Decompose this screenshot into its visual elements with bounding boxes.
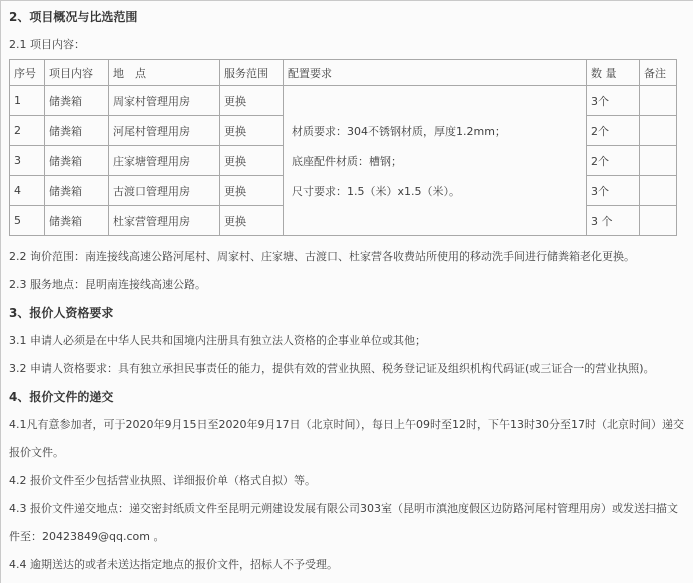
cell-note — [640, 116, 677, 146]
cell-location: 古渡口管理用房 — [109, 176, 220, 206]
header-config: 配置要求 — [284, 60, 587, 86]
cell-item: 储粪箱 — [45, 146, 109, 176]
cell-qty: 3个 — [587, 176, 640, 206]
cell-item: 储粪箱 — [45, 206, 109, 236]
cell-qty: 3个 — [587, 86, 640, 116]
clause-4-3: 4.3 报价文件递交地点：递交密封纸质文件至昆明元朔建设发展有限公司303室（昆明市滇池度假区边防路河尾村管理用房）或发送扫描文件至：20423849@qq.com 。 — [9, 502, 678, 543]
project-content-table — [9, 59, 677, 236]
header-item: 项目内容 — [45, 60, 109, 86]
cell-location: 庄家塘管理用房 — [109, 146, 220, 176]
cell-qty: 2个 — [587, 116, 640, 146]
config-line-base: 底座配件材质：槽钢； — [292, 154, 402, 168]
section-2-heading: 2、项目概况与比选范围 — [9, 10, 138, 24]
section-3-heading: 3、报价人资格要求 — [9, 306, 114, 320]
table-header-row — [10, 60, 677, 86]
cell-seq: 2 — [10, 116, 45, 146]
cell-qty: 2个 — [587, 146, 640, 176]
cell-location: 周家村管理用房 — [109, 86, 220, 116]
cell-item: 储粪箱 — [45, 116, 109, 146]
cell-note — [640, 206, 677, 236]
clause-2-2: 2.2 询价范围：南连接线高速公路河尾村、周家村、庄家塘、古渡口、杜家营各收费站所使用的移动洗手间进行储粪箱老化更换。 — [9, 250, 635, 263]
cell-scope: 更换 — [220, 176, 284, 206]
section-4-heading: 4、报价文件的递交 — [9, 390, 114, 404]
config-line-material: 材质要求：304不锈钢材质，厚度1.2mm； — [292, 124, 506, 138]
cell-seq: 1 — [10, 86, 45, 116]
cell-scope: 更换 — [220, 146, 284, 176]
cell-scope: 更换 — [220, 116, 284, 146]
cell-seq: 4 — [10, 176, 45, 206]
cell-seq: 5 — [10, 206, 45, 236]
header-note: 备注 — [640, 60, 677, 86]
clause-4-2: 4.2 报价文件至少包括营业执照、详细报价单（格式自拟）等。 — [9, 474, 316, 487]
clause-2-1: 2.1 项目内容： — [9, 38, 85, 51]
cell-qty: 3 个 — [587, 206, 640, 236]
clause-3-1: 3.1 申请人必须是在中华人民共和国境内注册具有独立法人资格的企事业单位或其他； — [9, 334, 426, 347]
cell-scope: 更换 — [220, 206, 284, 236]
clause-2-3: 2.3 服务地点：昆明南连接线高速公路。 — [9, 278, 206, 291]
cell-note — [640, 146, 677, 176]
cell-config-merged — [284, 86, 587, 236]
cell-scope: 更换 — [220, 86, 284, 116]
cell-note — [640, 176, 677, 206]
cell-location: 杜家营管理用房 — [109, 206, 220, 236]
header-qty: 数 量 — [587, 60, 640, 86]
header-location: 地 点 — [109, 60, 220, 86]
header-seq: 序号 — [10, 60, 45, 86]
header-scope: 服务范围 — [220, 60, 284, 86]
config-line-size: 尺寸要求：1.5（米）x1.5（米）。 — [292, 184, 460, 198]
cell-item: 储粪箱 — [45, 176, 109, 206]
clause-3-2: 3.2 申请人资格要求：具有独立承担民事责任的能力，提供有效的营业执照、税务登记证及组织机构代码证(或三证合一的营业执照)。 — [9, 362, 655, 375]
clause-4-4: 4.4 逾期送达的或者未送达指定地点的报价文件，招标人不予受理。 — [9, 558, 338, 571]
cell-seq: 3 — [10, 146, 45, 176]
cell-item: 储粪箱 — [45, 86, 109, 116]
clause-4-1: 4.1凡有意参加者，可于2020年9月15日至2020年9月17日（北京时间），每日上午09时至12时，下午13时30分至17时（北京时间）递交报价文件。 — [9, 418, 684, 459]
cell-location: 河尾村管理用房 — [109, 116, 220, 146]
table-row — [10, 86, 677, 116]
cell-note — [640, 86, 677, 116]
